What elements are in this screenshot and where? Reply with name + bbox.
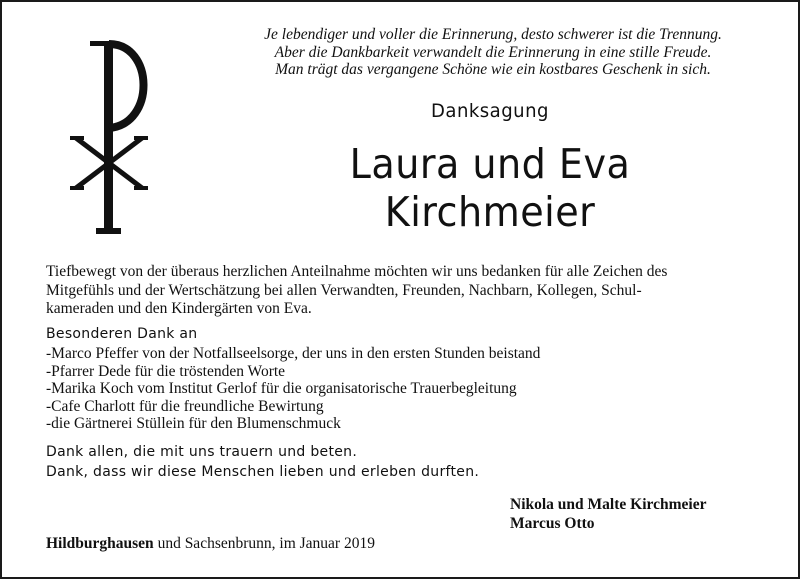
chi-rho-icon [64, 38, 154, 238]
deceased-names [285, 140, 694, 236]
list-item: -Cafe Charlott für die freundliche Bewirtung [46, 397, 324, 415]
closing-text [46, 442, 479, 482]
heading: Danksagung [431, 100, 549, 122]
intro-line: Mitgefühls und der Wertschätzung bei allen Verwandten, Freunden, Nachbarn, Kollegen, Schul- [46, 281, 642, 299]
quote-line: Aber die Dankbarkeit verwandelt die Erinnerung in eine stille Freude. [274, 43, 712, 61]
quote-line: Je lebendiger und voller die Erinnerung, desto schwerer ist die Trennung. [264, 26, 722, 43]
quote-line: Man trägt das vergangene Schöne wie ein kostbares Geschenk in sich. [275, 61, 711, 78]
place-date [46, 535, 375, 553]
closing-line: Dank, dass wir diese Menschen lieben und erleben durften. [46, 464, 480, 480]
town-name: Hildburghausen [46, 535, 154, 552]
closing-line: Dank allen, die mit uns trauern und beten. [46, 444, 358, 460]
list-item: -Marco Pfeffer von der Notfallseelsorge, der uns in den ersten Stunden beistand [46, 345, 541, 362]
intro-line: Tiefbewegt von der überaus herzlichen Anteilnahme möchten wir uns bedanken für alle Zeichen des [46, 263, 668, 280]
list-item: -Marika Koch vom Institut Gerlof für die organisatorische Trauerbegleitung [46, 380, 517, 398]
place-date-rest: und Sachsenbrunn, im Januar 2019 [153, 535, 375, 552]
special-thanks-list [46, 345, 540, 433]
intro-line: kameraden und den Kindergärten von Eva. [46, 300, 312, 317]
quote [228, 26, 758, 79]
intro-text [46, 263, 756, 319]
special-thanks-heading: Besonderen Dank an [46, 326, 198, 342]
name-line: Kirchmeier [384, 188, 596, 236]
name-line: Laura und Eva [349, 140, 631, 188]
list-item: -Pfarrer Dede für die tröstenden Worte [46, 362, 286, 380]
signers [510, 496, 706, 533]
list-item: -die Gärtnerei Stüllein für den Blumenschmuck [46, 415, 341, 433]
signer-name: Nikola und Malte Kirchmeier [510, 496, 707, 513]
signer-name: Marcus Otto [510, 514, 595, 532]
